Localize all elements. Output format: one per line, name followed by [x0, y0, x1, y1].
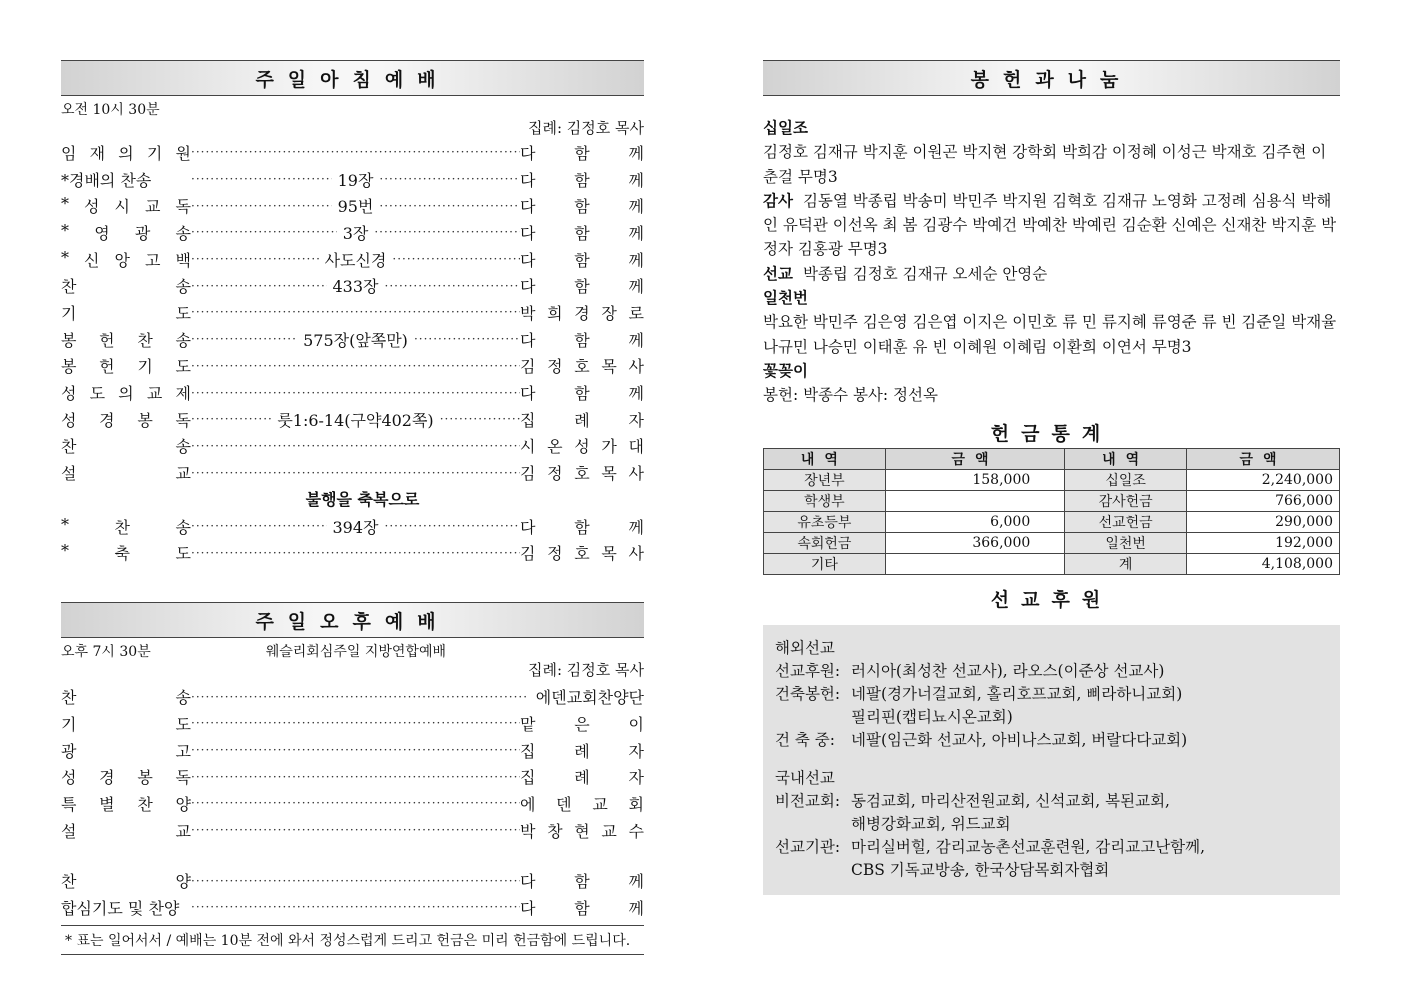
mission-entry-label: 선교기관:	[775, 838, 841, 857]
order-leader: 집 례 자	[520, 410, 644, 430]
order-detail: 394장	[332, 517, 379, 537]
dot-leader	[440, 412, 520, 426]
dot-leader	[191, 823, 520, 837]
mission-entry-label: 선교후원:	[775, 661, 841, 680]
stats-category-cell: 속회헌금	[764, 532, 886, 553]
order-leader: 박 희 경 장 로	[520, 303, 644, 323]
afternoon-subheader	[61, 641, 644, 659]
dot-leader	[385, 279, 521, 293]
footnote: * 표는 일어서서 / 예배는 10분 전에 와서 정성스럽게 드리고 헌금은 미리 헌금함에 드립니다.	[61, 925, 644, 955]
dot-leader	[191, 796, 520, 810]
stats-amount-cell: 158,000	[885, 469, 1064, 490]
dot-leader	[191, 172, 332, 186]
order-label: 성 경 봉 독	[61, 768, 191, 788]
order-leader: 다 함 께	[520, 898, 644, 918]
offering-group-names: 김정호 김재규 박지훈 이원곤 박지현 강학회 박희감 이정혜 이성근 박재호 김주현 이춘걸 무명3	[763, 143, 1327, 186]
afternoon-closing-item	[61, 867, 644, 894]
dot-leader	[191, 145, 520, 159]
mission-entry	[775, 790, 1328, 813]
order-leader: 다 함 께	[520, 872, 644, 892]
order-leader: 집 례 자	[520, 768, 644, 788]
dot-leader	[191, 874, 520, 888]
stats-title: 헌금통계	[990, 422, 1113, 445]
right-column	[763, 60, 1340, 895]
offering-group	[763, 286, 1340, 359]
dot-leader	[191, 252, 319, 266]
order-label: 봉 헌 기 도	[61, 357, 191, 377]
order-label: 합심기도 및 찬양	[61, 898, 180, 918]
left-column	[61, 60, 644, 955]
order-label: 성 도 의 교 제	[61, 384, 191, 404]
stats-amount-cell: 366,000	[885, 532, 1064, 553]
stats-row	[764, 511, 1340, 532]
dot-leader	[392, 252, 520, 266]
afternoon-order-item	[61, 737, 644, 764]
morning-order-item	[61, 272, 644, 299]
stats-category-cell: 십일조	[1065, 469, 1187, 490]
stats-row	[764, 553, 1340, 574]
order-label: 특 별 찬 양	[61, 794, 191, 814]
morning-closing-list	[61, 513, 644, 566]
mission-entry-label	[775, 813, 851, 836]
afternoon-closing-list	[61, 867, 644, 920]
order-detail: 575장(앞쪽만)	[303, 330, 408, 350]
mission-entry-label	[775, 859, 851, 882]
offering-group-heading: 꽃꽂이	[763, 360, 808, 380]
order-leader: 다 함 께	[520, 277, 644, 297]
order-label: 설 교	[61, 464, 191, 484]
dot-leader	[191, 199, 332, 213]
offering-group-names: 박종립 김정호 김재규 오세순 안영순	[802, 264, 1048, 283]
order-detail: 95번	[337, 197, 374, 217]
stats-row	[764, 490, 1340, 511]
order-label: 성 경 봉 독	[61, 410, 191, 430]
order-leader: 다 함 께	[520, 250, 645, 270]
afternoon-service-header: 주일오후예배	[61, 602, 644, 638]
stats-category-cell: 학생부	[764, 490, 886, 511]
dot-leader	[379, 172, 520, 186]
order-label: 찬 양	[61, 872, 191, 892]
offering-group-heading: 일천번	[763, 288, 808, 308]
morning-officiant: 집례: 김정호 목사	[527, 119, 644, 137]
morning-order-item	[61, 299, 644, 326]
morning-closing-item	[61, 540, 644, 567]
morning-order-item	[61, 326, 644, 353]
dot-leader	[191, 305, 520, 319]
stats-amount-cell: 2,240,000	[1187, 469, 1340, 490]
stats-amount-cell	[885, 490, 1064, 511]
morning-order-item	[61, 166, 644, 193]
stats-row	[764, 469, 1340, 490]
offering-header: 봉헌과나눔	[763, 60, 1340, 96]
mission-entry	[775, 660, 1328, 683]
order-label: 봉 헌 찬 송	[61, 330, 191, 350]
order-leader: 시 온 성 가 대	[520, 437, 644, 457]
stats-category-cell: 기타	[764, 553, 886, 574]
order-detail: 사도신경	[324, 250, 387, 270]
dot-leader	[191, 466, 520, 480]
morning-service-header: 주일아침예배	[61, 60, 644, 96]
order-label: 찬 송	[61, 437, 191, 457]
order-label: * 영 광 송	[61, 220, 191, 243]
stats-category-cell: 감사헌금	[1065, 490, 1187, 511]
stats-category-cell: 계	[1065, 553, 1187, 574]
mission-entry	[775, 859, 1328, 882]
dot-leader	[191, 770, 520, 784]
offering-stats-table	[763, 448, 1340, 575]
mission-entry-value: 해병강화교회, 위드교회	[851, 814, 1011, 833]
afternoon-officiant: 집례: 김정호 목사	[527, 661, 644, 680]
order-label: 광 고	[61, 741, 191, 761]
order-leader: 다 함 께	[520, 197, 645, 217]
mission-entry	[775, 683, 1328, 706]
stats-category-cell: 일천번	[1065, 532, 1187, 553]
mission-entry-value: 네팔(경가너걸교회, 홀리호프교회, 삐라하니교회)	[851, 684, 1183, 703]
dot-leader	[379, 199, 520, 213]
offering-group	[763, 116, 1340, 189]
order-leader: 다 함 께	[520, 384, 644, 404]
afternoon-order-list	[61, 683, 644, 843]
morning-order-item	[61, 406, 644, 433]
dot-leader	[191, 716, 520, 730]
stats-col-header: 내역	[1065, 448, 1187, 469]
mission-title: 선교후원	[990, 588, 1113, 611]
morning-order-item	[61, 219, 644, 246]
dot-leader	[191, 690, 528, 704]
order-leader: 다 함 께	[520, 517, 644, 537]
dot-leader	[191, 332, 297, 346]
mission-entry-value: CBS 기독교방송, 한국상담목회자협회	[851, 861, 1110, 880]
morning-order-list	[61, 139, 644, 486]
order-leader: 다 함 께	[520, 330, 645, 350]
mission-entry	[775, 836, 1328, 859]
order-detail: 19장	[337, 170, 374, 190]
order-label: 찬 송	[61, 688, 191, 708]
stats-col-header: 내역	[764, 448, 886, 469]
afternoon-order-item	[61, 763, 644, 790]
mission-entry-value: 필리핀(캡티뇨시온교회)	[851, 708, 1013, 727]
afternoon-closing-item	[61, 894, 644, 921]
stats-category-cell: 장년부	[764, 469, 886, 490]
mission-entry-label: 건축봉헌:	[775, 684, 841, 703]
order-leader: 다 함 께	[520, 143, 644, 163]
order-leader: 김 정 호 목 사	[520, 357, 644, 377]
order-leader: 에 덴 교 회	[520, 794, 644, 814]
order-label: 기 도	[61, 714, 191, 734]
stats-amount-cell	[885, 553, 1064, 574]
offering-group-heading: 십일조	[763, 118, 808, 137]
stats-amount-cell: 290,000	[1187, 511, 1340, 532]
mission-entry-value: 러시아(최성찬 선교사), 라오스(이준상 선교사)	[851, 661, 1165, 680]
dot-leader	[191, 412, 271, 426]
morning-closing-item	[61, 513, 644, 540]
order-leader: 에덴교회찬양단	[535, 688, 644, 708]
mission-entry	[775, 729, 1328, 752]
mission-entry-label: 건 축 중:	[775, 731, 835, 750]
dot-leader	[191, 386, 520, 400]
order-detail: 룻1:6-14(구약402쪽)	[277, 410, 434, 430]
order-label: *경배의 찬송	[61, 170, 152, 190]
offering-group-names: 박요한 박민주 김은영 김은엽 이지은 이민호 류 민 류지혜 류영준 류 빈 김준일 박재율 나규민 나승민 이태훈 유 빈 이혜원 이혜림 이환희 이연서 무명3	[763, 313, 1337, 356]
morning-order-item	[61, 139, 644, 166]
order-leader: 집 례 자	[520, 741, 644, 761]
order-label: 기 도	[61, 303, 191, 323]
afternoon-order-item	[61, 817, 644, 844]
order-leader: 맡 은 이	[520, 714, 644, 734]
afternoon-order-item	[61, 710, 644, 737]
order-label: * 신 앙 고 백	[61, 247, 191, 270]
stats-amount-cell: 192,000	[1187, 532, 1340, 553]
offering-group	[763, 189, 1340, 262]
order-leader: 김 정 호 목 사	[520, 464, 644, 484]
morning-subheader	[61, 99, 644, 117]
morning-order-item	[61, 353, 644, 380]
stats-amount-cell: 6,000	[885, 511, 1064, 532]
morning-time: 오전 10시 30분	[61, 102, 160, 118]
stats-amount-cell: 766,000	[1187, 490, 1340, 511]
order-leader: 다 함 께	[520, 170, 645, 190]
dot-leader	[191, 743, 520, 757]
order-leader: 박 창 현 교 수	[520, 821, 644, 841]
dot-leader	[191, 225, 337, 239]
dot-leader	[191, 519, 327, 533]
afternoon-note: 웨슬리회심주일 지방연합예배	[265, 644, 446, 661]
offering-group-names: 봉헌: 박종수 봉사: 정선옥	[763, 386, 938, 405]
stats-header-row	[764, 448, 1340, 469]
order-label: * 찬 송	[61, 514, 191, 537]
morning-order-item	[61, 379, 644, 406]
order-label: 찬 송	[61, 277, 191, 297]
dot-leader	[414, 332, 520, 346]
stats-row	[764, 532, 1340, 553]
order-detail: 433장	[332, 277, 379, 297]
offering-group	[763, 262, 1340, 286]
offering-group-heading: 감사	[763, 190, 793, 210]
mission-entry-value: 동검교회, 마리산전원교회, 신석교회, 복된교회,	[851, 791, 1170, 810]
afternoon-order-item	[61, 683, 644, 710]
dot-leader	[191, 546, 520, 560]
mission-entry-label	[775, 706, 851, 729]
stats-col-header: 금액	[1187, 448, 1340, 469]
order-detail: 3장	[342, 223, 369, 243]
morning-order-item	[61, 433, 644, 460]
stats-col-header: 금액	[885, 448, 1064, 469]
morning-order-item	[61, 192, 644, 219]
mission-entry	[775, 706, 1328, 729]
order-label: * 축 도	[61, 541, 191, 564]
dot-leader	[191, 439, 520, 453]
dot-leader	[191, 359, 520, 373]
offering-group-heading: 선교	[763, 263, 793, 283]
mission-entry-value: 마리실버힐, 감리교농촌선교훈련원, 감리교고난함께,	[851, 838, 1206, 857]
order-leader: 다 함 께	[520, 223, 645, 243]
stats-amount-cell: 4,108,000	[1187, 553, 1340, 574]
dot-leader	[385, 519, 521, 533]
mission-entry-value: 네팔(임근화 선교사, 아비나스교회, 버랄다다교회)	[851, 731, 1188, 750]
sermon-title: 불행을 축복으로	[305, 489, 420, 509]
afternoon-time: 오후 7시 30분	[61, 644, 151, 661]
morning-order-item	[61, 246, 644, 273]
mission-support-box	[763, 625, 1340, 895]
dot-leader	[191, 900, 520, 914]
order-label: * 성 시 교 독	[61, 194, 191, 217]
offering-group	[763, 359, 1340, 408]
domestic-mission-heading: 국내선교	[775, 768, 835, 787]
order-label: 설 교	[61, 821, 191, 841]
mission-entry-label: 비전교회:	[775, 791, 841, 810]
offering-groups	[763, 116, 1340, 408]
order-label: 임 재 의 기 원	[61, 143, 191, 163]
stats-category-cell: 선교헌금	[1065, 511, 1187, 532]
mission-entry	[775, 813, 1328, 836]
offering-group-names: 김동열 박종립 박송미 박민주 박지원 김혁호 김재규 노영화 고정례 심용식 박해인 유덕관 이선옥 최 봄 김광수 박예건 박예찬 박예린 김순환 신예은 신재찬 박지훈 박정자 김홍광 무명3	[763, 191, 1337, 259]
overseas-mission-heading: 해외선교	[775, 638, 835, 657]
dot-leader	[374, 225, 520, 239]
afternoon-order-item	[61, 790, 644, 817]
morning-order-item	[61, 459, 644, 486]
order-leader: 김 정 호 목 사	[520, 544, 644, 564]
dot-leader	[191, 279, 327, 293]
stats-category-cell: 유초등부	[764, 511, 886, 532]
